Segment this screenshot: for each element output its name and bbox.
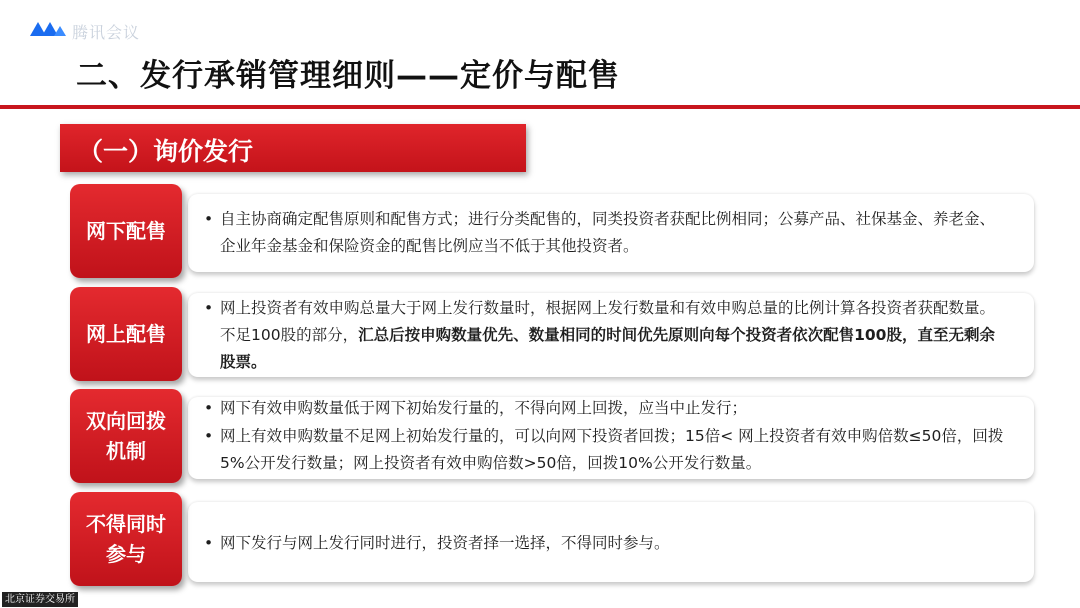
title-divider	[0, 105, 1080, 109]
row-label-line: 参与	[106, 542, 146, 566]
row-label-tag	[70, 184, 182, 278]
row-label-line: 机制	[106, 439, 146, 463]
row-content-card	[188, 502, 1034, 582]
tencent-meeting-logo-icon	[28, 18, 68, 40]
row-label-line: 网下配售	[86, 219, 166, 243]
app-top-bar	[0, 0, 1080, 50]
section-banner	[60, 124, 526, 172]
bullet-text: 自主协商确定配售原则和配售方式；进行分类配售的，同类投资者获配比例相同；公募产品、社保基金、养老金、企业年金基金和保险资金的配售比例应当不低于其他投资者。	[220, 210, 996, 255]
row-label-line: 网上配售	[86, 322, 166, 346]
list-item	[204, 395, 1009, 422]
app-name: 腾讯会议	[72, 23, 141, 42]
row-label-tag	[70, 287, 182, 381]
bullet-dot: •	[204, 210, 214, 228]
row-offline-allocation	[70, 184, 1036, 280]
footer-source-label: 北京证券交易所	[2, 592, 78, 607]
bullet-dot: •	[204, 399, 214, 417]
section-title: （一）询价发行	[78, 137, 254, 166]
row-no-simultaneous-participation	[70, 492, 1036, 588]
row-online-allocation	[70, 287, 1036, 383]
bullet-text: 网上有效申购数量不足网上初始发行量的，可以向网下投资者回拨；15倍< 网上投资者有效申购倍数≤50倍，回拨5%公开发行数量；网上投资者有效申购倍数>50倍，回拨10%公开发行数量。	[220, 427, 1004, 472]
row-label-line: 不得同时	[86, 512, 166, 536]
bullet-dot: •	[204, 299, 214, 317]
list-item	[204, 530, 1009, 557]
list-item	[204, 295, 1009, 376]
list-item	[204, 206, 1009, 260]
bullet-text: 网上投资者有效申购总量大于网上发行数量时，根据网上发行数量和有效申购总量的比例计算各投资者获配数量。不足100股的部分，	[220, 299, 996, 344]
row-bidirectional-clawback	[70, 389, 1036, 485]
row-label-tag	[70, 389, 182, 483]
row-content-card	[188, 293, 1034, 377]
bullet-dot: •	[204, 534, 214, 552]
bullet-bold-text: 汇总后按申购数量优先、数量相同的时间优先原则向每个投资者依次配售100股，直至无剩余股票。	[220, 326, 995, 371]
slide-title: 二、发行承销管理细则——定价与配售	[76, 58, 620, 94]
row-content-card	[188, 397, 1034, 479]
bullet-text: 网下有效申购数量低于网下初始发行量的，不得向网上回拨，应当中止发行；	[220, 399, 748, 417]
bullet-text: 网下发行与网上发行同时进行，投资者择一选择，不得同时参与。	[220, 534, 670, 552]
row-label-tag	[70, 492, 182, 586]
bullet-dot: •	[204, 427, 214, 445]
row-content-card	[188, 194, 1034, 272]
row-label-line: 双向回拨	[86, 409, 166, 433]
list-item	[204, 423, 1009, 477]
